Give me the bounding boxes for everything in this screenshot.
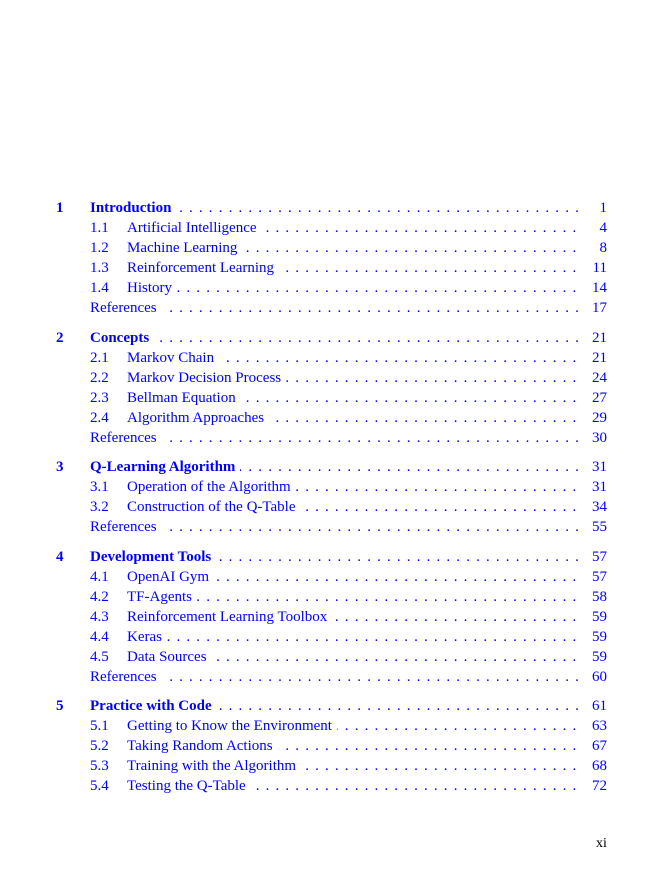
toc-chapter-row[interactable] — [0, 198, 666, 218]
section-title[interactable]: Machine Learning — [127, 240, 242, 256]
section-number[interactable]: 4.2 — [90, 588, 109, 605]
references-page[interactable]: 17 — [592, 300, 607, 316]
section-number[interactable]: 2.2 — [90, 369, 109, 386]
section-page[interactable]: 57 — [592, 568, 607, 585]
section-entry[interactable] — [127, 587, 579, 607]
toc-section-row[interactable] — [0, 278, 666, 298]
section-number[interactable]: 2.4 — [90, 409, 109, 426]
chapter-entry[interactable] — [90, 328, 579, 348]
section-title[interactable]: Artificial Intelligence — [127, 220, 262, 236]
section-number[interactable]: 3.1 — [90, 479, 109, 495]
toc-section-row[interactable] — [0, 497, 666, 517]
section-page[interactable]: 29 — [592, 409, 607, 426]
section-entry[interactable] — [127, 716, 579, 736]
section-title[interactable]: Construction of the Q-Table — [127, 499, 301, 515]
references-title[interactable]: References — [90, 519, 162, 535]
section-title[interactable]: Markov Decision Process — [127, 370, 286, 386]
section-entry[interactable] — [127, 258, 579, 278]
section-number[interactable]: 5.4 — [90, 778, 109, 794]
references-entry[interactable] — [90, 298, 579, 318]
section-title[interactable]: Reinforcement Learning Toolbox — [127, 609, 332, 625]
section-page[interactable]: 63 — [592, 718, 607, 734]
section-title[interactable]: Testing the Q-Table — [127, 778, 251, 794]
section-title[interactable]: Markov Chain — [127, 350, 219, 366]
references-page[interactable]: 55 — [592, 519, 607, 535]
section-title[interactable]: Operation of the Algorithm — [127, 479, 296, 495]
toc-section-row[interactable] — [0, 388, 666, 408]
section-entry[interactable] — [127, 218, 579, 238]
toc-section-row[interactable] — [0, 587, 666, 607]
section-entry[interactable] — [127, 477, 579, 497]
toc-references-row[interactable] — [0, 517, 666, 537]
section-title[interactable]: Algorithm Approaches — [127, 410, 269, 426]
section-number[interactable]: 4.1 — [90, 568, 109, 585]
toc-chapter — [0, 328, 666, 448]
toc-section-row[interactable] — [0, 776, 666, 796]
toc-chapter — [0, 547, 666, 687]
chapter-page[interactable]: 31 — [592, 459, 607, 475]
toc-section-row[interactable] — [0, 258, 666, 278]
toc-section-row[interactable] — [0, 477, 666, 497]
references-entry[interactable] — [90, 667, 579, 687]
section-title[interactable]: Training with the Algorithm — [127, 758, 301, 774]
section-entry[interactable] — [127, 368, 579, 388]
chapter-number[interactable]: 5 — [56, 698, 64, 714]
toc-chapter-row[interactable] — [0, 547, 666, 567]
section-page[interactable]: 68 — [592, 758, 607, 774]
toc-section-row[interactable] — [0, 756, 666, 776]
section-page[interactable]: 34 — [592, 499, 607, 515]
chapter-title[interactable]: Concepts — [90, 330, 154, 346]
toc-section-row[interactable] — [0, 736, 666, 756]
section-number[interactable]: 1.3 — [90, 260, 109, 276]
section-entry[interactable] — [127, 278, 579, 298]
chapter-entry[interactable] — [90, 547, 579, 567]
section-entry[interactable] — [127, 497, 579, 517]
section-number[interactable]: 2.1 — [90, 349, 109, 366]
toc-chapter-row[interactable] — [0, 328, 666, 348]
toc-references-row[interactable] — [0, 428, 666, 448]
section-page[interactable]: 59 — [592, 608, 607, 625]
section-page[interactable]: 59 — [592, 628, 607, 645]
section-entry[interactable] — [127, 408, 579, 428]
section-number[interactable]: 1.4 — [90, 280, 109, 296]
section-title[interactable]: Keras — [127, 629, 167, 645]
toc-section-row[interactable] — [0, 348, 666, 368]
section-page[interactable]: 24 — [592, 369, 607, 386]
chapter-page[interactable]: 21 — [592, 329, 607, 346]
section-title[interactable]: Data Sources — [127, 649, 212, 665]
section-page[interactable]: 4 — [599, 220, 607, 236]
section-entry[interactable] — [127, 627, 579, 647]
page-number: xi — [596, 836, 607, 851]
toc-section-row[interactable] — [0, 238, 666, 258]
section-page[interactable]: 27 — [592, 389, 607, 406]
toc-section-row[interactable] — [0, 408, 666, 428]
chapter-number[interactable]: 1 — [56, 200, 64, 216]
section-title[interactable]: Getting to Know the Environment — [127, 718, 337, 734]
section-title[interactable]: Taking Random Actions — [127, 738, 278, 754]
toc-chapter-row[interactable] — [0, 696, 666, 716]
section-number[interactable]: 5.1 — [90, 718, 109, 734]
section-entry[interactable] — [127, 388, 579, 408]
toc-chapter-row[interactable] — [0, 457, 666, 477]
section-page[interactable]: 72 — [592, 778, 607, 794]
section-number[interactable]: 5.2 — [90, 738, 109, 754]
chapter-title[interactable]: Practice with Code — [90, 698, 217, 714]
section-number[interactable]: 4.3 — [90, 608, 109, 625]
section-entry[interactable] — [127, 756, 579, 776]
section-page[interactable]: 8 — [599, 240, 607, 256]
chapter-entry[interactable] — [90, 696, 579, 716]
section-title[interactable]: Bellman Equation — [127, 390, 241, 406]
section-title[interactable]: History — [127, 280, 177, 296]
section-number[interactable]: 3.2 — [90, 499, 109, 515]
section-page[interactable]: 31 — [592, 479, 607, 495]
chapter-number[interactable]: 4 — [56, 548, 64, 565]
toc-chapter — [0, 198, 666, 318]
references-entry[interactable] — [90, 517, 579, 537]
chapter-number[interactable]: 3 — [56, 459, 64, 475]
references-title[interactable]: References — [90, 430, 162, 446]
chapter-page[interactable]: 57 — [592, 548, 607, 565]
toc-references-row[interactable] — [0, 298, 666, 318]
toc-section-row[interactable] — [0, 607, 666, 627]
section-entry[interactable] — [127, 348, 579, 368]
toc-chapter — [0, 696, 666, 796]
toc-section-row[interactable] — [0, 368, 666, 388]
section-page[interactable]: 11 — [592, 260, 607, 276]
section-number[interactable]: 1.1 — [90, 220, 109, 236]
toc-section-row[interactable] — [0, 218, 666, 238]
section-title[interactable]: Reinforcement Learning — [127, 260, 279, 276]
toc-section-row[interactable] — [0, 567, 666, 587]
section-page[interactable]: 59 — [592, 648, 607, 665]
chapter-entry[interactable] — [90, 198, 579, 218]
section-page[interactable]: 21 — [592, 349, 607, 366]
section-entry[interactable] — [127, 776, 579, 796]
section-entry[interactable] — [127, 736, 579, 756]
section-number[interactable]: 4.4 — [90, 628, 109, 645]
section-number[interactable]: 1.2 — [90, 240, 109, 256]
section-entry[interactable] — [127, 647, 579, 667]
toc-references-row[interactable] — [0, 667, 666, 687]
section-title[interactable]: TF-Agents — [127, 589, 197, 605]
table-of-contents — [0, 198, 666, 806]
toc-section-row[interactable] — [0, 627, 666, 647]
chapter-title[interactable]: Development Tools — [90, 549, 216, 565]
references-entry[interactable] — [90, 428, 579, 448]
section-entry[interactable] — [127, 567, 579, 587]
chapter-page[interactable]: 61 — [592, 698, 607, 714]
references-title[interactable]: References — [90, 300, 162, 316]
chapter-number[interactable]: 2 — [56, 329, 64, 346]
references-page[interactable]: 30 — [592, 429, 607, 446]
chapter-entry[interactable] — [90, 457, 579, 477]
section-page[interactable]: 14 — [592, 280, 607, 296]
section-title[interactable]: OpenAI Gym — [127, 569, 214, 585]
references-title[interactable]: References — [90, 669, 162, 685]
section-number[interactable]: 2.3 — [90, 389, 109, 406]
section-number[interactable]: 5.3 — [90, 758, 109, 774]
chapter-page[interactable]: 1 — [599, 200, 607, 216]
toc-chapter — [0, 457, 666, 537]
section-entry[interactable] — [127, 607, 579, 627]
section-page[interactable]: 67 — [592, 738, 607, 754]
toc-section-row[interactable] — [0, 716, 666, 736]
toc-section-row[interactable] — [0, 647, 666, 667]
references-page[interactable]: 60 — [592, 668, 607, 685]
section-number[interactable]: 4.5 — [90, 648, 109, 665]
chapter-title[interactable]: Introduction — [90, 200, 176, 216]
section-entry[interactable] — [127, 238, 579, 258]
section-page[interactable]: 58 — [592, 588, 607, 605]
chapter-title[interactable]: Q-Learning Algorithm — [90, 459, 240, 475]
